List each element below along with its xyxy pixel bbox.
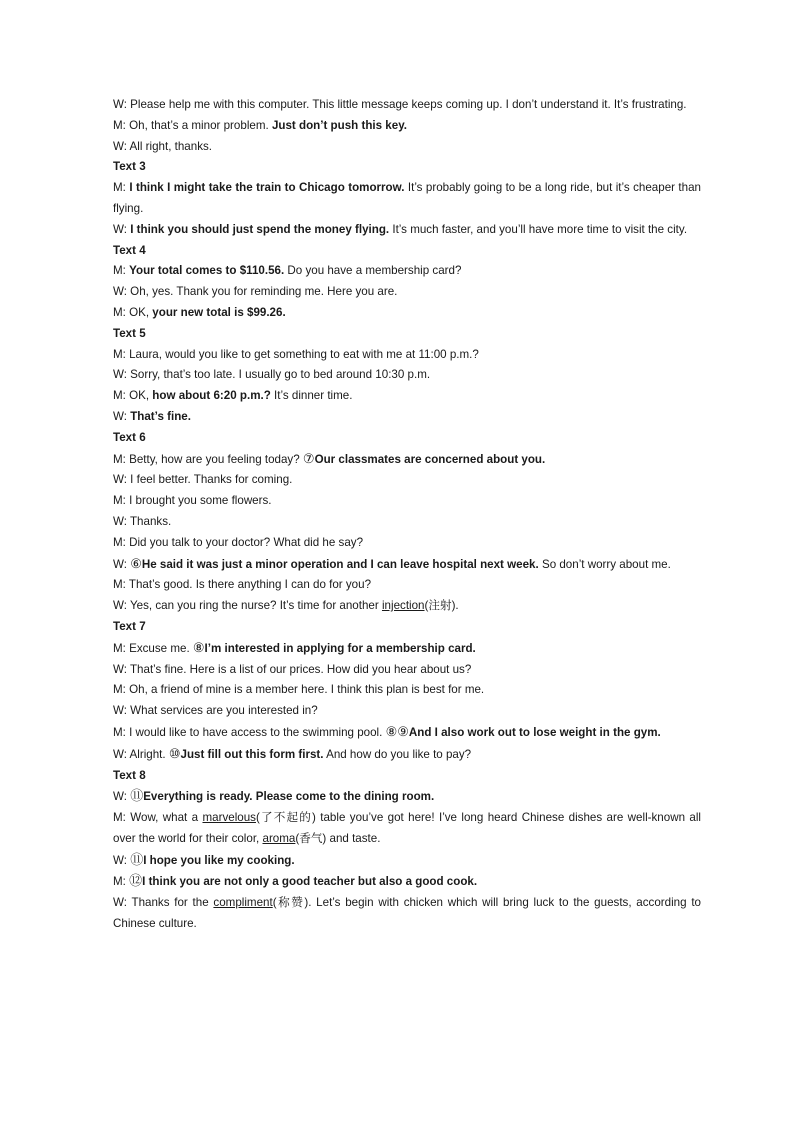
key-phrase: Just don’t push this key.: [271, 118, 408, 132]
dialogue-line: [113, 386, 701, 407]
key-phrase: how about 6:20 p.m.?: [152, 389, 271, 403]
dialogue-line: [113, 365, 701, 386]
key-phrase: That’s fine.: [130, 409, 191, 423]
dialogue-line: [113, 449, 701, 471]
dialogue-line: [113, 744, 701, 766]
line-text: (称赞). Let’s begin with chicken which will bring luck to the guests, according to Chinese culture.: [113, 896, 702, 931]
dialogue-line: [113, 303, 701, 324]
key-phrase: He said it was just a minor operation and I can leave hospital next week.: [141, 557, 539, 571]
line-text: (了不起的) table you’ve got here! I’ve long heard Chinese dishes are well-known all over the world for their color,: [113, 811, 702, 845]
key-phrase: Your total comes to $110.56.: [129, 264, 285, 278]
line-text: (注射).: [424, 599, 459, 613]
dialogue-line: [113, 116, 701, 137]
transcript-document: [113, 95, 701, 935]
dialogue-line: [113, 786, 701, 808]
line-text: M: Wow, what a: [113, 811, 203, 825]
dialogue-line: [113, 660, 701, 681]
line-text: W:: [113, 222, 131, 236]
dialogue-line: [113, 282, 701, 303]
line-text: (香气) and taste.: [295, 831, 381, 845]
dialogue-line: [113, 178, 701, 220]
question-marker: ⑧⑨: [385, 723, 409, 739]
section-heading: [113, 428, 701, 449]
dialogue-line: [113, 345, 701, 366]
dialogue-line: [113, 261, 701, 282]
dialogue-line: [113, 407, 701, 428]
line-text: M: OK,: [113, 305, 153, 319]
line-text: M: I would like to have access to the swimming pool.: [113, 725, 386, 739]
dialogue-line: [113, 220, 701, 241]
section-heading: [113, 241, 701, 262]
key-phrase: Text 5: [113, 326, 146, 340]
line-text: M:: [113, 181, 130, 195]
key-phrase: Text 7: [113, 619, 146, 633]
key-phrase: I think you are not only a good teacher but also a good cook.: [142, 875, 478, 889]
dialogue-line: [113, 893, 701, 935]
question-marker: ⑩: [168, 745, 181, 761]
section-heading: [113, 324, 701, 345]
line-text: M:: [113, 875, 130, 889]
key-phrase: I’m interested in applying for a membership card.: [204, 641, 476, 655]
question-marker: ⑫: [129, 873, 143, 889]
line-text: W: What services are you interested in?: [113, 704, 318, 718]
key-phrase: I hope you like my cooking.: [143, 853, 295, 867]
line-text: Do you have a membership card?: [284, 264, 462, 278]
line-text: W:: [113, 853, 131, 867]
dialogue-line: [113, 137, 701, 158]
key-phrase: I think you should just spend the money flying.: [130, 222, 390, 236]
line-text: W: Thanks.: [113, 514, 172, 528]
vocabulary-word: injection: [381, 599, 425, 613]
line-text: M: Betty, how are you feeling today?: [113, 452, 303, 466]
section-heading: [113, 766, 701, 787]
key-phrase: And I also work out to lose weight in the gym.: [408, 725, 661, 739]
line-text: W: Yes, can you ring the nurse? It’s time for another: [113, 599, 382, 613]
dialogue-line: [113, 95, 701, 116]
line-text: W: Oh, yes. Thank you for reminding me. Here you are.: [113, 285, 398, 299]
line-text: W:: [113, 409, 131, 423]
section-heading: [113, 617, 701, 638]
line-text: And how do you like to pay?: [323, 747, 472, 761]
dialogue-line: [113, 722, 701, 744]
dialogue-line: [113, 491, 701, 512]
dialogue-line: [113, 554, 701, 576]
line-text: It’s dinner time.: [270, 389, 353, 403]
dialogue-line: [113, 512, 701, 533]
question-marker: ⑪: [130, 788, 144, 804]
line-text: M: Oh, that’s a minor problem.: [113, 118, 272, 132]
line-text: M: That’s good. Is there anything I can do for you?: [113, 578, 372, 592]
dialogue-line: [113, 871, 701, 893]
key-phrase: your new total is $99.26.: [152, 305, 286, 319]
vocabulary-word: aroma: [262, 831, 296, 845]
dialogue-line: [113, 808, 701, 850]
dialogue-line: [113, 701, 701, 722]
line-text: M: OK,: [113, 389, 153, 403]
key-phrase: Text 8: [113, 768, 146, 782]
dialogue-line: [113, 575, 701, 596]
key-phrase: Text 4: [113, 243, 146, 257]
line-text: W:: [113, 557, 131, 571]
question-marker: ⑪: [130, 851, 144, 867]
line-text: M: I brought you some flowers.: [113, 494, 272, 508]
line-text: W:: [113, 790, 131, 804]
line-text: M: Did you talk to your doctor? What did he say?: [113, 535, 364, 549]
dialogue-line: [113, 850, 701, 872]
question-marker: ⑧: [192, 639, 205, 655]
key-phrase: Text 6: [113, 430, 146, 444]
line-text: W: That’s fine. Here is a list of our prices. How did you hear about us?: [113, 662, 472, 676]
line-text: M: Oh, a friend of mine is a member here. I think this plan is best for me.: [113, 683, 485, 697]
question-marker: ⑥: [130, 555, 142, 571]
key-phrase: Text 3: [113, 160, 146, 174]
line-text: It’s probably going to be a long ride, but it’s cheaper than flying.: [113, 181, 701, 215]
line-text: W: Sorry, that’s too late. I usually go to bed around 10:30 p.m.: [113, 368, 431, 382]
vocabulary-word: compliment: [213, 896, 273, 910]
line-text: W: Thanks for the: [113, 896, 214, 910]
line-text: M:: [113, 264, 130, 278]
line-text: W: All right, thanks.: [113, 139, 213, 153]
line-text: M: Laura, would you like to get something to eat with me at 11:00 p.m.?: [113, 347, 479, 361]
question-marker: ⑦: [302, 450, 315, 466]
dialogue-line: [113, 533, 701, 554]
line-text: W: I feel better. Thanks for coming.: [113, 473, 293, 487]
line-text: W: Alright.: [113, 747, 169, 761]
key-phrase: Our classmates are concerned about you.: [314, 452, 546, 466]
line-text: W: Please help me with this computer. This little message keeps coming up. I don’t understand it. It’s frustrating.: [113, 98, 687, 111]
key-phrase: I think I might take the train to Chicago tomorrow.: [129, 181, 405, 195]
section-heading: [113, 157, 701, 178]
dialogue-line: [113, 638, 701, 660]
line-text: M: Excuse me.: [113, 641, 193, 655]
line-text: It’s much faster, and you’ll have more time to visit the city.: [389, 222, 688, 236]
dialogue-line: [113, 680, 701, 701]
key-phrase: Just fill out this form first.: [180, 747, 324, 761]
dialogue-line: [113, 470, 701, 491]
line-text: So don’t worry about me.: [538, 557, 671, 571]
dialogue-line: [113, 596, 701, 617]
vocabulary-word: marvelous: [202, 811, 256, 825]
key-phrase: Everything is ready. Please come to the dining room.: [143, 790, 435, 804]
